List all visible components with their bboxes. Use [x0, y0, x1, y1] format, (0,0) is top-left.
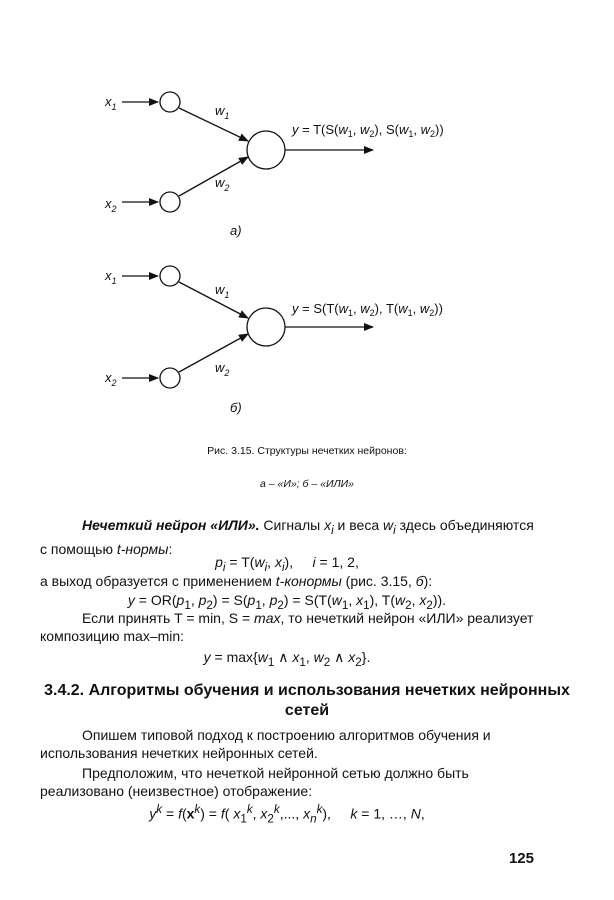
edge-w2: [179, 334, 248, 372]
neuron-node: [247, 131, 285, 169]
input2-label: $x_2$: [105, 370, 117, 388]
neuron-node: [247, 308, 285, 346]
paragraph-max-min: Если принять T = min, S = max, то нечеткий нейрон «ИЛИ» реализует композицию max–min:: [40, 610, 534, 644]
edge-w1: [179, 108, 248, 141]
figure-part-label: a): [230, 223, 242, 238]
figure-part-label: б): [230, 400, 242, 415]
figure-legend: а – «И»; б – «ИЛИ»: [259, 478, 355, 490]
formula-or: $y = OR(p_1$, $p_2) = S(p_1$, $p_2) = S(T(w_1$, $x_1$), $T(w_2$, $x_2$)).: [127, 592, 447, 612]
w1-label: $w_1$: [215, 103, 230, 121]
input-node-2: [160, 368, 180, 388]
input-node-2: [160, 192, 180, 212]
diagram-or: [0, 250, 614, 420]
input1-label: $x_1$: [105, 94, 117, 112]
input1-label: $x_1$: [105, 268, 117, 286]
neuron-diagram-b: [0, 250, 614, 420]
diagram-and: [0, 75, 614, 245]
paragraph-conorm: а выход образуется с применением t-конормы (рис. 3.15, б):: [40, 573, 433, 589]
neuron-diagram-a: [0, 75, 614, 245]
w2-label: $w_2$: [215, 360, 230, 378]
paragraph-heading: Нечеткий нейрон «ИЛИ».: [82, 517, 260, 533]
w1-label: $w_1$: [215, 282, 230, 300]
page-number: 125: [508, 850, 534, 867]
formula-max: $y = \max\{w_1$ ∧ $x_1$, $w_2$ ∧ $x_2$}.: [203, 649, 371, 669]
input2-label: $x_2$: [105, 196, 117, 214]
edge-w2: [179, 157, 248, 196]
paragraph-body: Сигналы $x_i$ и веса $w_i$ здесь объединяются с помощью t-нормы:: [40, 517, 534, 557]
output-formula: $y = S(T(w_1$, $w_2$), $T(w_1$, $w_2$)): [292, 301, 443, 318]
section-title: 3.4.2. Алгоритмы обучения и использования нечетких нейронных сетей: [44, 682, 570, 719]
paragraph-or-neuron: [40, 516, 534, 558]
edge-w1: [179, 282, 248, 318]
input-node-1: [160, 266, 180, 286]
paragraph-approach: Опишем типовой подход к построению алгоритмов обучения и использования нечетких нейронных сетей.: [40, 727, 491, 761]
paragraph-mapping: Предположим, что нечеткой нейронной сетью должно быть реализовано (неизвестное) отображение:: [40, 765, 469, 799]
w2-label: $w_2$: [215, 175, 230, 193]
formula-mapping: $y^k = f(x^k) = f$( $x_1^k$, $x_2^k$,..., $x_n^k$), k = 1, …, N,: [149, 803, 425, 826]
output-formula: $y = T(S(w_1$, $w_2$), $S(w_1$, $w_2$)): [292, 122, 444, 139]
input-node-1: [160, 92, 180, 112]
formula-p: $p_i = T(w_i$, $x_i$), i = 1, 2,: [215, 554, 359, 574]
figure-caption: Рис. 3.15. Структуры нечетких нейронов:: [207, 445, 407, 457]
